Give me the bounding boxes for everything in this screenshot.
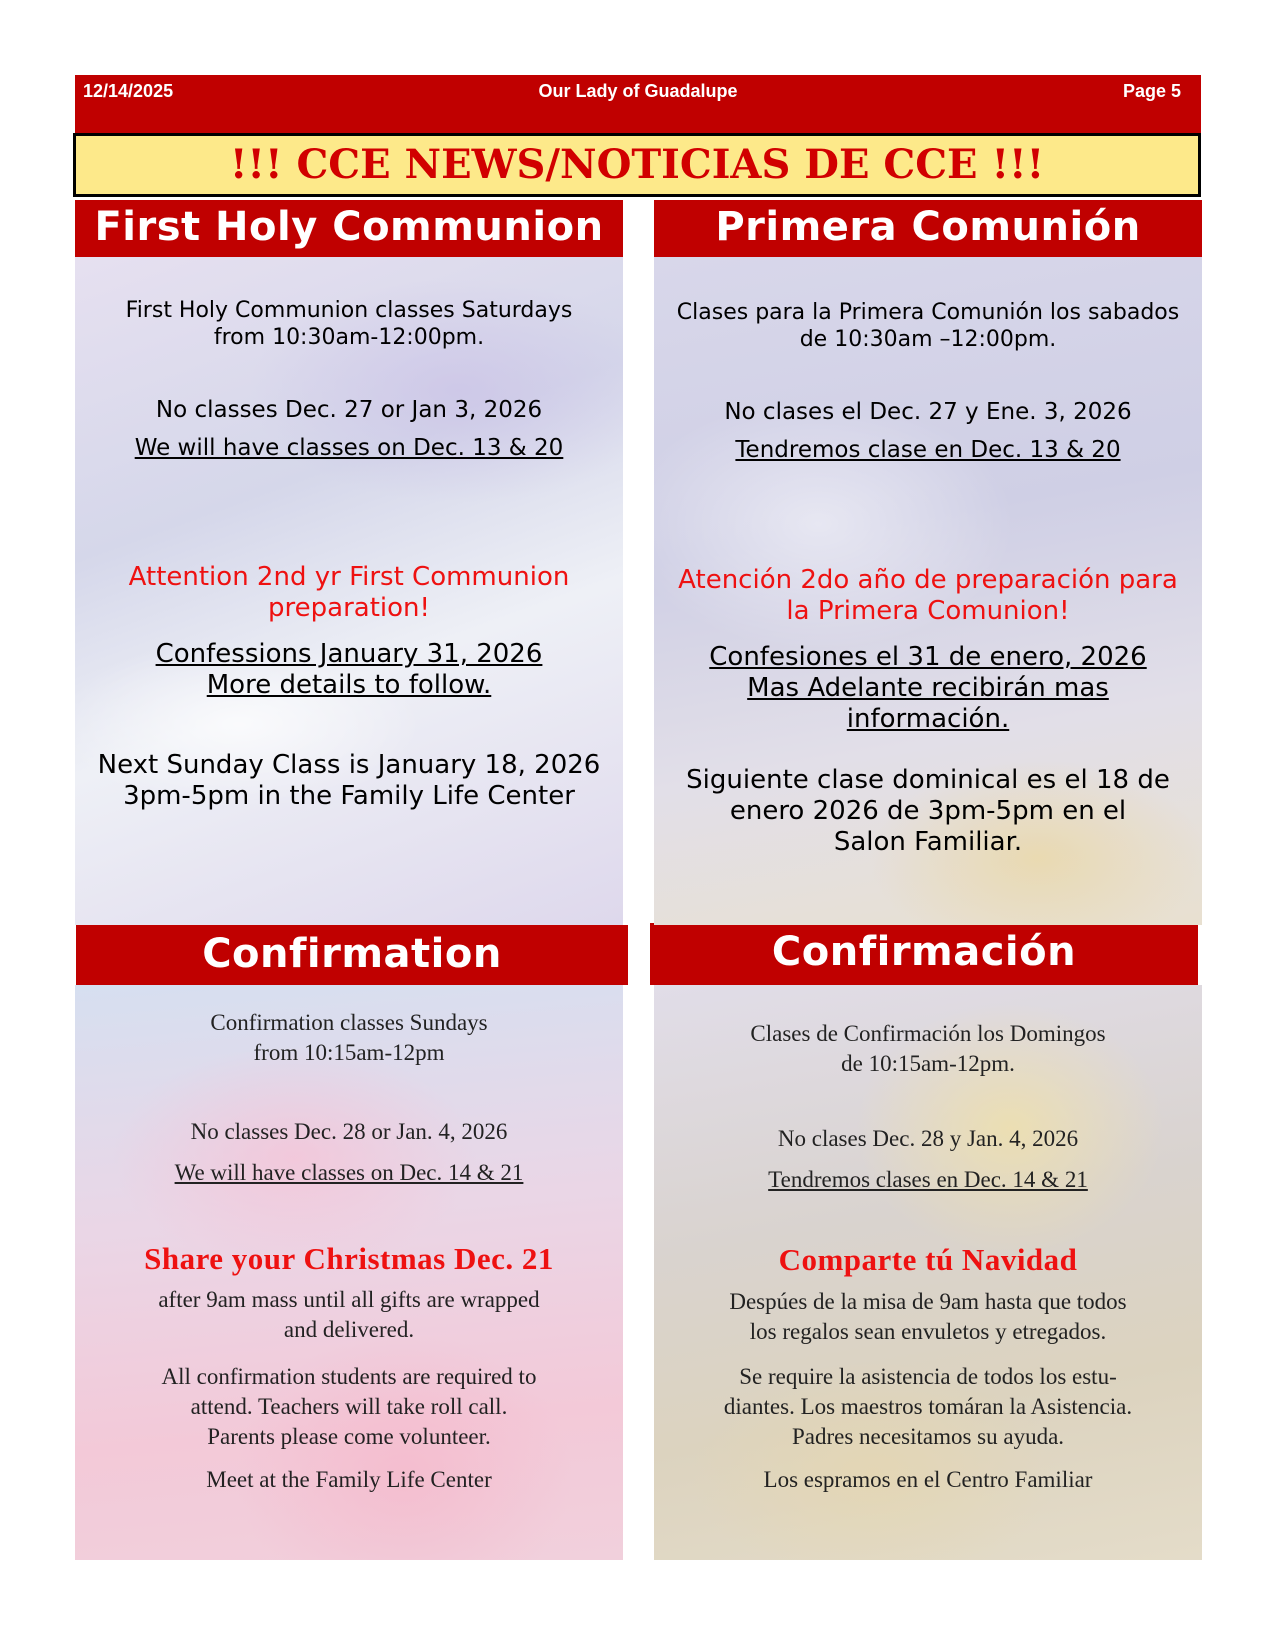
comunion-confesiones-line-2: Mas Adelante recibirán mas <box>747 673 1109 703</box>
confirmacion-asistencia-line-1: Se require la asistencia de todos los estu- <box>739 1364 1117 1389</box>
panel-first-holy-communion <box>75 257 623 925</box>
confirmacion-comparte-title: Comparte tú Navidad <box>778 1242 1078 1277</box>
banner-title: !!! CCE NEWS/NOTICIAS DE CCE !!! <box>229 141 1045 188</box>
panel-primera-comunion <box>654 257 1202 925</box>
communion-schedule-line-2: from 10:30am-12:00pm. <box>213 325 485 350</box>
communion-have-classes: We will have classes on Dec. 13 & 20 <box>134 435 564 461</box>
comunion-tendremos-clase: Tendremos clase en Dec. 13 & 20 <box>735 437 1121 463</box>
comunion-horario-line-1: Clases para la Primera Comunión los sabados <box>676 300 1180 325</box>
communion-attention <box>75 562 623 624</box>
header-page-number: Page 5 <box>1122 81 1181 101</box>
confirmation-meet: Meet at the Family Life Center <box>206 1467 492 1492</box>
comunion-siguiente-clase <box>654 765 1202 858</box>
confirmation-no-classes: No classes Dec. 28 or Jan. 4, 2026 <box>190 1119 508 1144</box>
communion-confessions-line-2: More details to follow. <box>206 670 492 700</box>
section-title-first-holy-communion: First Holy Communion <box>75 200 623 257</box>
comunion-atencion-line-2: la Primera Comunion! <box>786 596 1070 626</box>
confirmacion-comparte-line-2: los regalos sean envuletos y etregados. <box>749 1319 1107 1344</box>
confirmation-schedule-line-2: from 10:15am-12pm <box>253 1040 445 1065</box>
comunion-atencion-line-1: Atención 2do año de preparación para <box>678 565 1178 595</box>
comunion-siguiente-line-3: Salon Familiar. <box>833 827 1023 857</box>
panel-confirmacion <box>654 985 1202 1560</box>
confirmacion-asistencia <box>654 1362 1202 1452</box>
confirmation-required <box>75 1362 623 1452</box>
confirmacion-asistencia-line-3: Padres necesitamos su ayuda. <box>791 1424 1065 1449</box>
header-date: 12/14/2025 <box>83 81 174 101</box>
confirmacion-comparte-line-1: Despúes de la misa de 9am hasta que todos <box>729 1289 1127 1314</box>
comunion-siguiente-line-1: Siguiente clase dominical es el 18 de <box>686 765 1170 795</box>
confirmacion-tendremos-clases: Tendremos clases en Dec. 14 & 21 <box>768 1167 1088 1192</box>
comunion-horario <box>654 299 1202 353</box>
panel-confirmation <box>75 985 623 1560</box>
confirmation-schedule <box>75 1008 623 1068</box>
comunion-confesiones <box>654 642 1202 735</box>
confirmacion-no-clases: No clases Dec. 28 y Jan. 4, 2026 <box>777 1126 1079 1151</box>
section-title-confirmacion: Confirmación <box>650 923 1198 985</box>
page-header <box>75 75 1201 133</box>
communion-confessions <box>75 639 623 701</box>
confirmacion-horario-line-2: de 10:15am-12pm. <box>841 1051 1015 1076</box>
confirmation-share-line-1: after 9am mass until all gifts are wrapped <box>158 1287 540 1312</box>
confirmacion-asistencia-line-2: diantes. Los maestros tomáran la Asistencia. <box>723 1394 1133 1419</box>
confirmation-share-details <box>75 1285 623 1345</box>
header-parish: Our Lady of Guadalupe <box>538 81 738 101</box>
comunion-siguiente-line-2: enero 2026 de 3pm-5pm en el <box>729 796 1127 826</box>
confirmation-required-line-1: All confirmation students are required to <box>161 1364 537 1389</box>
communion-confessions-line-1: Confessions January 31, 2026 <box>155 639 543 669</box>
communion-next-class <box>75 750 623 812</box>
comunion-confesiones-line-3: información. <box>846 704 1010 734</box>
communion-schedule-line-1: First Holy Communion classes Saturdays <box>125 298 573 323</box>
confirmation-schedule-line-1: Confirmation classes Sundays <box>210 1010 488 1035</box>
confirmacion-horario-line-1: Clases de Confirmación los Domingos <box>750 1021 1106 1046</box>
communion-attention-line-2: preparation! <box>268 593 430 623</box>
comunion-confesiones-line-1: Confesiones el 31 de enero, 2026 <box>709 642 1147 672</box>
comunion-no-clases: No clases el Dec. 27 y Ene. 3, 2026 <box>724 399 1132 425</box>
communion-next-line-1: Next Sunday Class is January 18, 2026 <box>97 750 601 780</box>
confirmation-required-line-3: Parents please come volunteer. <box>207 1424 491 1449</box>
comunion-horario-line-2: de 10:30am –12:00pm. <box>799 327 1057 352</box>
confirmation-share-line-2: and delivered. <box>283 1317 415 1342</box>
confirmation-have-classes: We will have classes on Dec. 14 & 21 <box>174 1160 524 1185</box>
communion-no-classes: No classes Dec. 27 or Jan 3, 2026 <box>155 397 543 423</box>
confirmacion-horario <box>654 1019 1202 1079</box>
section-title-confirmation: Confirmation <box>76 925 628 985</box>
confirmacion-lugar: Los espramos en el Centro Familiar <box>763 1467 1093 1492</box>
confirmation-required-line-2: attend. Teachers will take roll call. <box>190 1394 508 1419</box>
comunion-atencion <box>654 565 1202 627</box>
cce-news-banner <box>73 133 1201 197</box>
communion-next-line-2: 3pm-5pm in the Family Life Center <box>123 781 575 811</box>
communion-attention-line-1: Attention 2nd yr First Communion <box>128 562 570 592</box>
section-title-primera-comunion: Primera Comunión <box>654 200 1202 257</box>
confirmacion-comparte-details <box>654 1287 1202 1347</box>
communion-schedule <box>75 297 623 351</box>
confirmation-share-title: Share your Christmas Dec. 21 <box>144 1241 554 1276</box>
